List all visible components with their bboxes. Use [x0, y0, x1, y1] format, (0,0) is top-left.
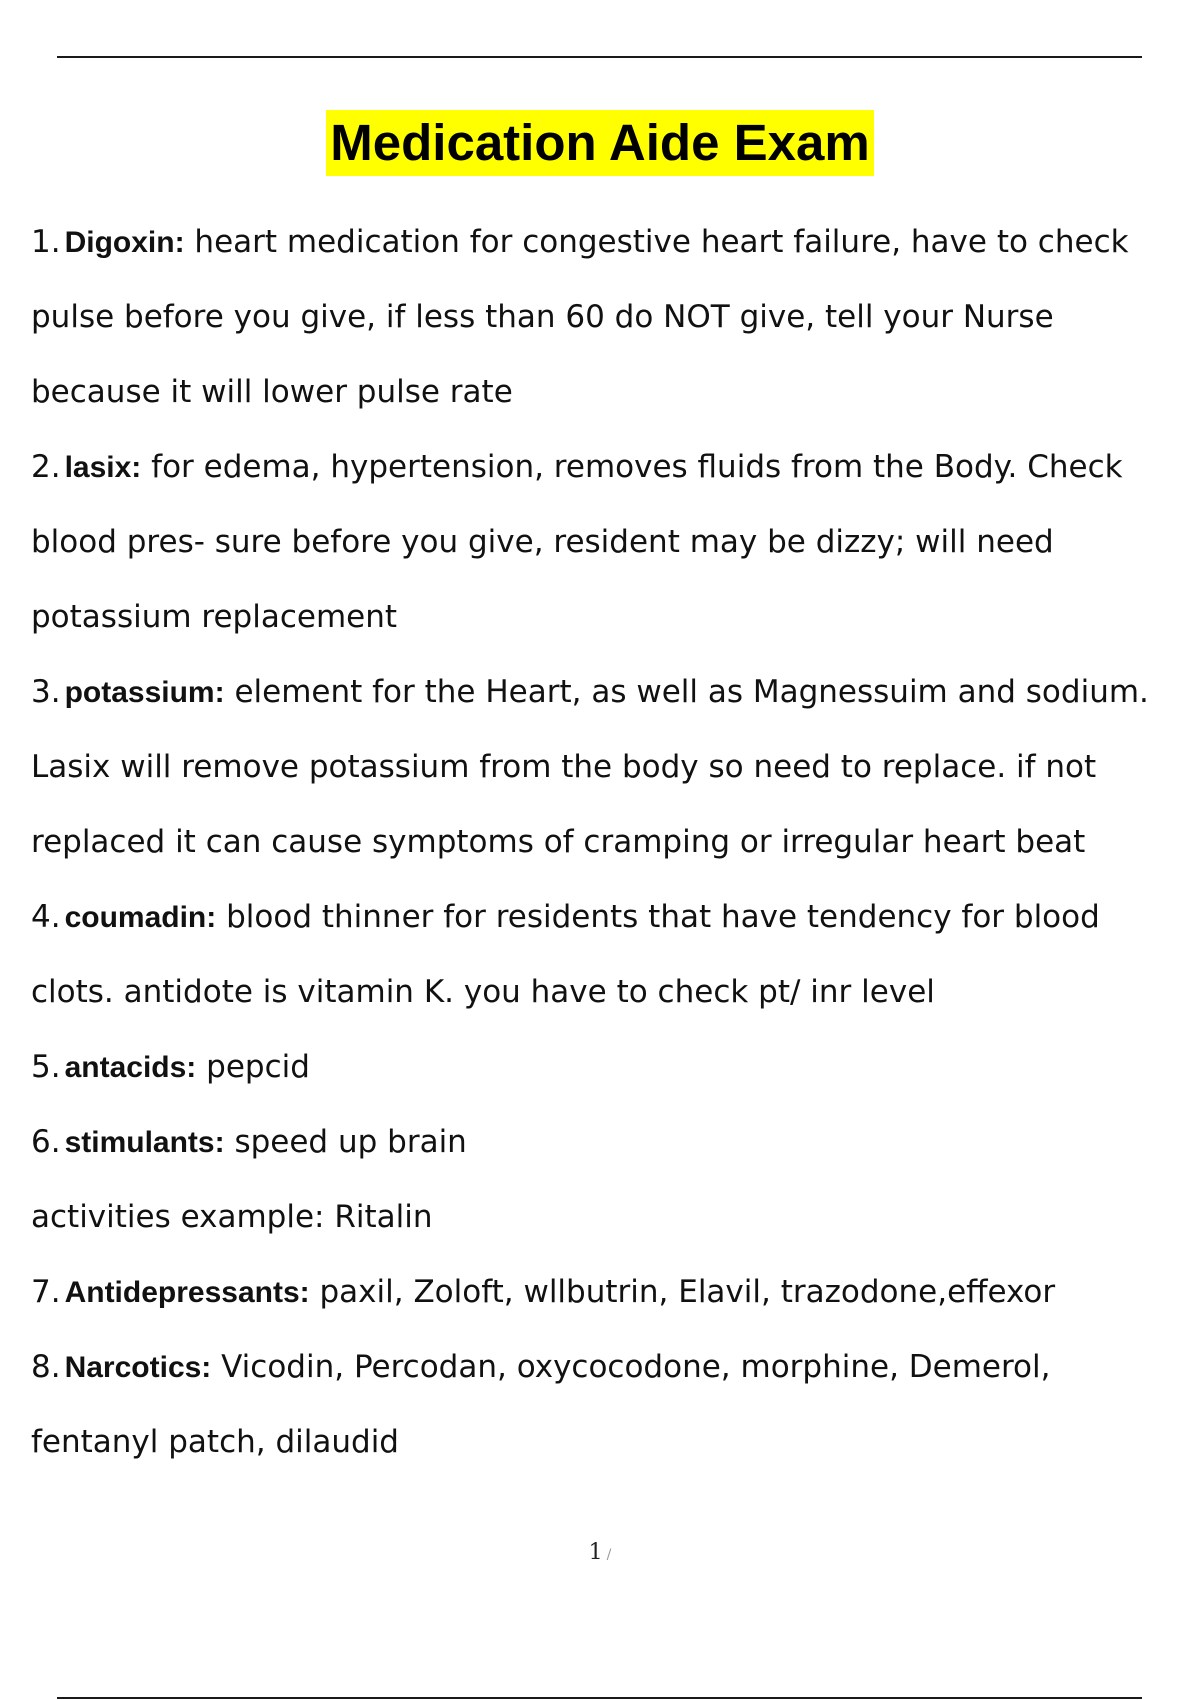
- top-rule: [57, 56, 1142, 58]
- list-item-continuation: [31, 730, 1196, 805]
- item-number: 2.: [31, 449, 61, 485]
- list-item: [31, 1330, 1196, 1405]
- item-number: 7.: [31, 1274, 61, 1310]
- list-item-continuation: [31, 955, 1196, 1030]
- list-item: [31, 1030, 1196, 1105]
- list-item-continuation: [31, 1180, 1196, 1255]
- item-term: Narcotics:: [64, 1351, 212, 1384]
- list-item-continuation: [31, 505, 1196, 580]
- item-description: blood thinner for residents that have tendency for blood: [216, 899, 1100, 935]
- item-number: 5.: [31, 1049, 61, 1085]
- item-description: clots. antidote is vitamin K. you have to check pt/ inr level: [31, 974, 935, 1010]
- item-description: heart medication for congestive heart failure, have to check: [184, 224, 1129, 260]
- item-description: element for the Heart, as well as Magnessuim and sodium.: [224, 674, 1149, 710]
- item-term: antacids:: [64, 1051, 197, 1084]
- item-term: potassium:: [64, 676, 225, 709]
- item-description: Lasix will remove potassium from the body so need to replace. if not: [31, 749, 1097, 785]
- list-item: [31, 430, 1196, 505]
- item-term: Antidepressants:: [64, 1276, 310, 1309]
- list-item-continuation: [31, 1405, 1196, 1480]
- list-item: [31, 655, 1196, 730]
- item-term: coumadin:: [64, 901, 217, 934]
- page-footer: [0, 1540, 1200, 1565]
- item-description: speed up brain: [224, 1124, 467, 1160]
- item-description: activities example: Ritalin: [31, 1199, 433, 1235]
- item-description: pulse before you give, if less than 60 do NOT give, tell your Nurse: [31, 299, 1054, 335]
- item-description: Vicodin, Percodan, oxycocodone, morphine, Demerol,: [211, 1349, 1051, 1385]
- item-description: blood pres- sure before you give, resident may be dizzy; will need: [31, 524, 1054, 560]
- item-description: potassium replacement: [31, 599, 398, 635]
- item-term: Digoxin:: [64, 226, 185, 259]
- list-item: [31, 880, 1196, 955]
- list-item: [31, 205, 1196, 280]
- list-item-continuation: [31, 355, 1196, 430]
- item-description: paxil, Zoloft, wllbutrin, Elavil, trazodone,effexor: [309, 1274, 1056, 1310]
- item-number: 3.: [31, 674, 61, 710]
- title-container: [0, 110, 1200, 176]
- medication-list: [31, 205, 1196, 1480]
- list-item: [31, 1255, 1196, 1330]
- item-description: for edema, hypertension, removes fluids from the Body. Check: [141, 449, 1123, 485]
- item-number: 8.: [31, 1349, 61, 1385]
- item-term: stimulants:: [64, 1126, 225, 1159]
- page-separator: /: [606, 1547, 612, 1563]
- item-number: 1.: [31, 224, 61, 260]
- list-item-continuation: [31, 580, 1196, 655]
- bottom-rule: [57, 1697, 1142, 1699]
- item-description: pepcid: [196, 1049, 310, 1085]
- item-description: replaced it can cause symptoms of cramping or irregular heart beat: [31, 824, 1086, 860]
- item-term: lasix:: [64, 451, 142, 484]
- page-title: Medication Aide Exam: [326, 110, 873, 176]
- item-number: 6.: [31, 1124, 61, 1160]
- item-number: 4.: [31, 899, 61, 935]
- page-number: 1: [588, 1540, 603, 1565]
- list-item-continuation: [31, 805, 1196, 880]
- item-description: because it will lower pulse rate: [31, 374, 513, 410]
- item-description: fentanyl patch, dilaudid: [31, 1424, 399, 1460]
- list-item-continuation: [31, 280, 1196, 355]
- list-item: [31, 1105, 1196, 1180]
